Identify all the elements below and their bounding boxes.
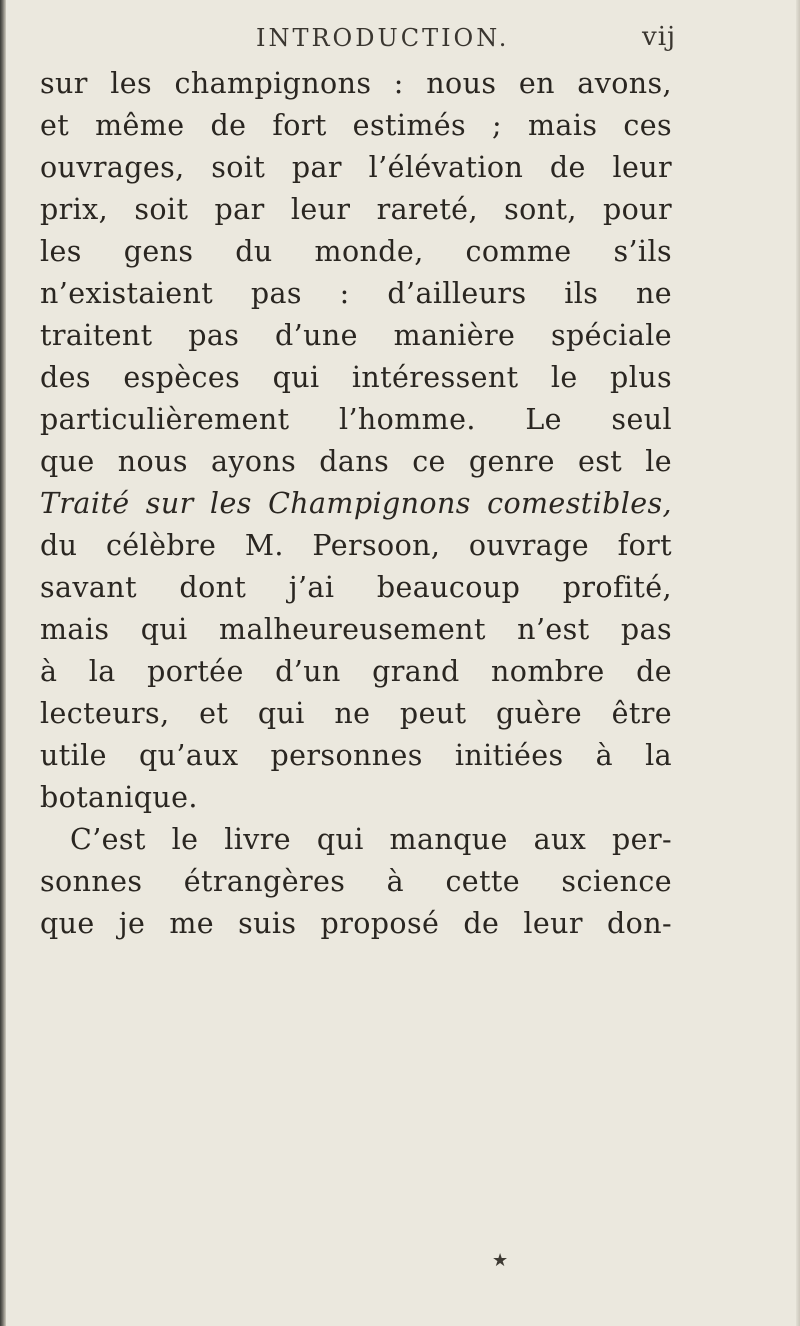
text-line: savant dont j’ai beaucoup profité, bbox=[40, 571, 672, 604]
text-line: prix, soit par leur rareté, sont, pour bbox=[40, 193, 672, 226]
text-line: que nous ayons dans ce genre est le bbox=[40, 445, 672, 478]
text-line: mais qui malheureusement n’est pas bbox=[40, 613, 672, 646]
text-line: du célèbre M. Persoon, ouvrage fort bbox=[40, 529, 672, 562]
text-line: sonnes étrangères à cette science bbox=[40, 865, 672, 898]
page-header bbox=[0, 18, 800, 54]
text-line: lecteurs, et qui ne peut guère être bbox=[40, 697, 672, 730]
text-line: et même de fort estimés ; mais ces bbox=[40, 109, 672, 142]
running-title: INTRODUCTION. bbox=[256, 24, 510, 52]
text-line-italic-title: Traité sur les Champignons comestibles, bbox=[40, 487, 672, 520]
text-line: des espèces qui intéressent le plus bbox=[40, 361, 672, 394]
text-line-indent: C’est le livre qui manque aux per- bbox=[70, 823, 672, 856]
text-line: n’existaient pas : d’ailleurs ils ne bbox=[40, 277, 672, 310]
text-line: les gens du monde, comme s’ils bbox=[40, 235, 672, 268]
text-line: à la portée d’un grand nombre de bbox=[40, 655, 672, 688]
text-line: sur les champignons : nous en avons, bbox=[40, 67, 672, 100]
page-number: vij bbox=[642, 22, 677, 52]
text-line: particulièrement l’homme. Le seul bbox=[40, 403, 672, 436]
text-line: traitent pas d’une manière spéciale bbox=[40, 319, 672, 352]
text-line-last: botanique. bbox=[40, 781, 198, 814]
text-line: que je me suis proposé de leur don- bbox=[40, 907, 672, 940]
page-right-edge bbox=[796, 0, 800, 1326]
text-line: ouvrages, soit par l’élévation de leur bbox=[40, 151, 672, 184]
signature-star-mark: ★ bbox=[492, 1250, 509, 1271]
text-line: utile qu’aux personnes initiées à la bbox=[40, 739, 672, 772]
page-binding-edge bbox=[0, 0, 6, 1326]
